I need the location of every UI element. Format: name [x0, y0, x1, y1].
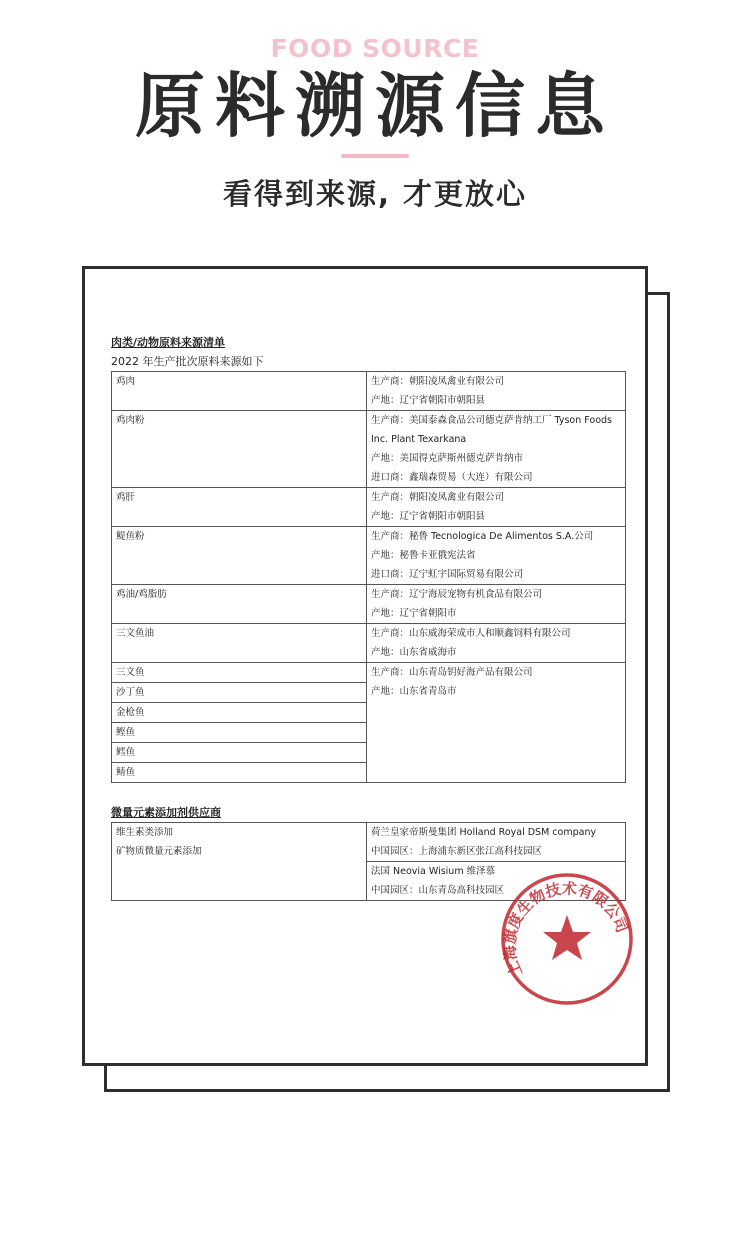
source-detail-line: 进口商：鑫瑞森贸易（大连）有限公司: [371, 472, 533, 483]
page-subtitle: 看得到来源, 才更放心: [222, 177, 528, 211]
ingredient-source: [367, 488, 626, 527]
source-detail-line: 法国 Neovia Wisium 维泽慕: [371, 866, 496, 877]
page-title: 原料溯源信息: [135, 65, 615, 147]
ingredient-name: 金枪鱼: [112, 703, 367, 723]
ingredient-name: 鳀鱼粉: [112, 527, 367, 585]
ingredient-source: [367, 527, 626, 585]
title-divider: [341, 154, 409, 158]
eyebrow-label: FOOD SOURCE: [270, 34, 480, 63]
ingredient-source: [367, 663, 626, 783]
table-row: [112, 527, 626, 585]
source-detail-line: 中国园区：山东青岛高科技园区: [371, 885, 505, 896]
source-detail-line: 生产商：辽宁海辰宠物有机食品有限公司: [371, 589, 543, 600]
source-detail-line: 产地：辽宁省朝阳市: [371, 608, 457, 619]
supplier-info: [367, 823, 626, 862]
ingredient-name: 鳕鱼: [112, 743, 367, 763]
ingredient-name: 三文鱼油: [112, 624, 367, 663]
table-row: [112, 663, 626, 683]
source-detail-line: 生产商：山东青岛钥好海产品有限公司: [371, 667, 533, 678]
document-sheet: [82, 266, 648, 1066]
table-row: [112, 585, 626, 624]
source-detail-line: 生产商：秘鲁 Tecnologica De Alimentos S.A.公司: [371, 531, 594, 542]
table-row: [112, 372, 626, 411]
source-detail-line: 中国园区：上海浦东新区张江高科技园区: [371, 846, 543, 857]
section-subtitle-meat: 2022 年生产批次原料来源如下: [111, 355, 264, 368]
seal-star-icon: [543, 915, 591, 960]
ingredient-name: 三文鱼: [112, 663, 367, 683]
source-detail-line: 产地：山东省威海市: [371, 647, 457, 658]
source-detail-line: 维生素类添加: [116, 827, 174, 838]
source-detail-line: 产地：辽宁省朝阳市朝阳县: [371, 511, 486, 522]
ingredient-source: [367, 624, 626, 663]
meat-source-table: [111, 371, 626, 783]
source-detail-line: 生产商：朝阳凌凤禽业有限公司: [371, 376, 505, 387]
ingredient-name: 鲭鱼: [112, 763, 367, 783]
ingredient-name: 鸡肉粉: [112, 411, 367, 488]
section-title-additives: 微量元素添加剂供应商: [111, 806, 221, 819]
section-title-meat: 肉类/动物原料来源清单: [111, 336, 226, 349]
table-row: [112, 411, 626, 488]
ingredient-source: [367, 585, 626, 624]
company-seal: [499, 871, 635, 1007]
source-detail-line: 荷兰皇家帝斯曼集团 Holland Royal DSM company: [371, 827, 597, 838]
table-row: [112, 488, 626, 527]
ingredient-name: 鸡油/鸡脂肪: [112, 585, 367, 624]
ingredient-name: 鲣鱼: [112, 723, 367, 743]
ingredient-source: [367, 411, 626, 488]
source-detail-line: 生产商：朝阳凌凤禽业有限公司: [371, 492, 505, 503]
ingredient-source: [367, 372, 626, 411]
source-detail-line: 产地：美国得克萨斯州德克萨肯纳市: [371, 453, 524, 464]
table-row: [112, 823, 626, 862]
document-content: [111, 333, 621, 901]
source-detail-line: 进口商：辽宁虹宇国际贸易有限公司: [371, 569, 524, 580]
ingredient-name: 鸡肝: [112, 488, 367, 527]
additive-types: [112, 823, 367, 901]
ingredient-name: 鸡肉: [112, 372, 367, 411]
source-detail-line: 产地：秘鲁卡亚俄宪法省: [371, 550, 476, 561]
seal-text: 上海旗度生物技术有限公司: [500, 879, 632, 980]
source-detail-line: 产地：辽宁省朝阳市朝阳县: [371, 395, 486, 406]
source-detail-line: 矿物质微量元素添加: [116, 846, 202, 857]
source-detail-line: 产地：山东省青岛市: [371, 686, 457, 697]
source-detail-line: 生产商：美国泰森食品公司德克萨肯纳工厂 Tyson Foods Inc. Plant Texarkana: [371, 415, 612, 445]
ingredient-name: 沙丁鱼: [112, 683, 367, 703]
source-detail-line: 生产商：山东威海荣成市人和顺鑫饲料有限公司: [371, 628, 571, 639]
page-header: [0, 0, 750, 230]
table-row: [112, 624, 626, 663]
